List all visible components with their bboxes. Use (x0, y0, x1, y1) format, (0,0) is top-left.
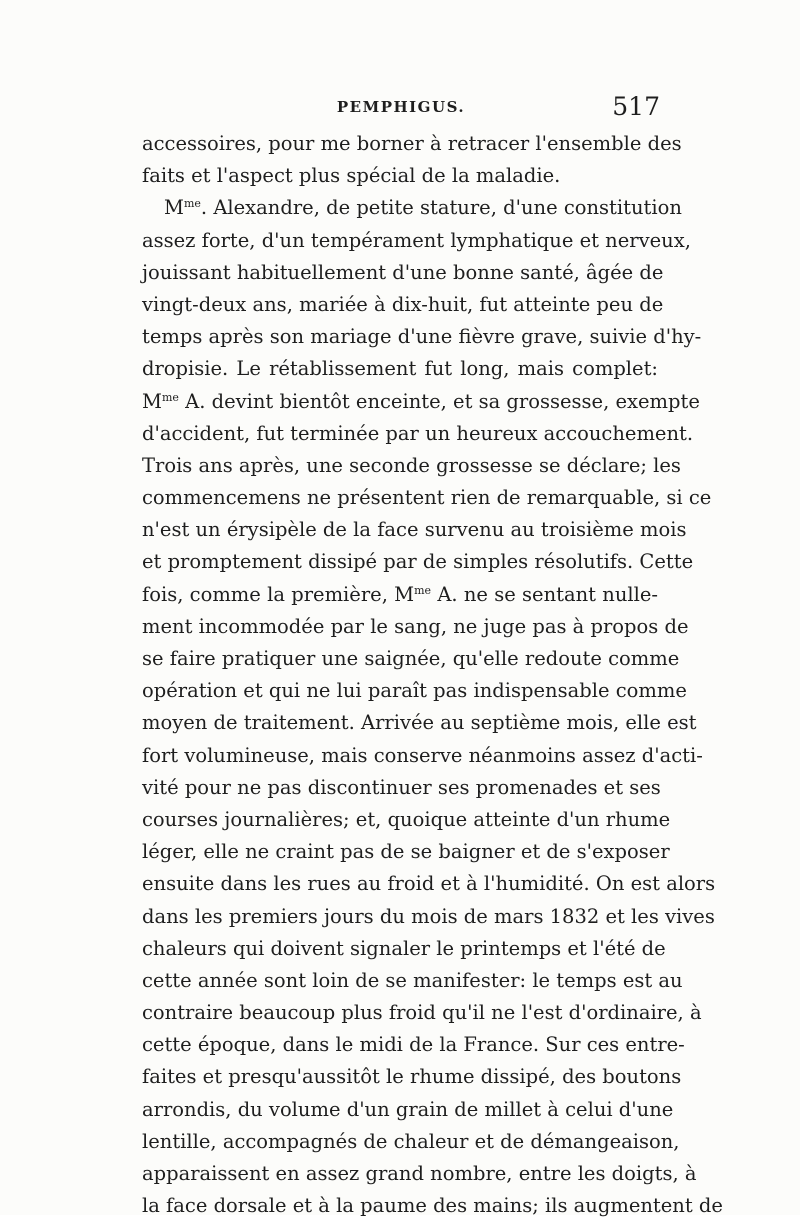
text-line: et promptement dissipé par de simples résolutifs. Cette (142, 550, 694, 574)
text-line: dropisie. Le rétablissement fut long, mais complet: (142, 357, 658, 381)
superscript: me (183, 197, 201, 211)
text-fragment: M (164, 196, 184, 220)
text-line: moyen de traitement. Arrivée au septième mois, elle est (142, 711, 697, 735)
text-line: vingt-deux ans, mariée à dix-huit, fut atteinte peu de (142, 292, 664, 316)
superscript: me (414, 583, 432, 597)
text-line: faits et l'aspect plus spécial de la maladie. (142, 164, 561, 188)
text-fragment: fois, comme la première, M (142, 582, 415, 606)
text-line: Trois ans après, une seconde grossesse se déclare; les (142, 453, 681, 477)
text-line: ment incommodée par le sang, ne juge pas à propos de (142, 614, 689, 638)
text-line: cette année sont loin de se manifester: le temps est au (142, 968, 683, 992)
text-line: opération et qui ne lui paraît pas indispensable comme (142, 679, 687, 703)
text-line: léger, elle ne craint pas de se baigner et de s'exposer (142, 840, 670, 864)
text-line: lentille, accompagnés de chaleur et de démangeaison, (142, 1129, 680, 1153)
text-line: contraire beaucoup plus froid qu'il ne l'est d'ordinaire, à (142, 1001, 702, 1025)
page-header (142, 92, 660, 126)
superscript: me (161, 390, 179, 404)
text-line: chaleurs qui doivent signaler le printemps et l'été de (142, 936, 666, 960)
text-line: temps après son mariage d'une fièvre grave, suivie d'hy- (142, 325, 702, 349)
text-line (142, 386, 700, 418)
running-title: PEMPHIGUS. (336, 98, 466, 116)
text-line: courses journalières; et, quoique atteinte d'un rhume (142, 807, 671, 831)
text-line: assez forte, d'un tempérament lymphatique et nerveux, (142, 228, 691, 252)
page-number: 517 (612, 92, 660, 121)
text-line: commencemens ne présentent rien de remarquable, si ce (142, 486, 712, 510)
text-line: fort volumineuse, mais conserve néanmoins assez d'acti- (142, 743, 703, 767)
text-fragment: M (142, 389, 162, 413)
text-line: la face dorsale et à la paume des mains; ils augmentent de (142, 1194, 723, 1218)
text-line: n'est un érysipèle de la face survenu au troisième mois (142, 518, 687, 542)
text-line (142, 192, 682, 224)
text-line (142, 579, 658, 611)
text-fragment: A. ne se sentant nulle- (431, 582, 658, 606)
text-line: ensuite dans les rues au froid et à l'humidité. On est alors (142, 872, 716, 896)
text-line: cette époque, dans le midi de la France. Sur ces entre- (142, 1033, 685, 1057)
text-line: dans les premiers jours du mois de mars 1832 et les vives (142, 904, 715, 928)
text-line: accessoires, pour me borner à retracer l'ensemble des (142, 132, 682, 155)
body-text (142, 128, 723, 1222)
text-line: jouissant habituellement d'une bonne santé, âgée de (142, 260, 664, 284)
text-line: arrondis, du volume d'un grain de millet à celui d'une (142, 1097, 674, 1121)
text-line: apparaissent en assez grand nombre, entre les doigts, à (142, 1162, 697, 1185)
text-line: faites et presqu'aussitôt le rhume dissipé, des boutons (142, 1065, 682, 1089)
text-line: d'accident, fut terminée par un heureux accouchement. (142, 421, 694, 445)
text-fragment: A. devint bientôt enceinte, et sa grossesse, exempte (178, 389, 700, 413)
text-line: vité pour ne pas discontinuer ses promenades et ses (142, 775, 661, 799)
text-fragment: . Alexandre, de petite stature, d'une constitution (200, 196, 682, 220)
text-line: se faire pratiquer une saignée, qu'elle redoute comme (142, 647, 680, 670)
